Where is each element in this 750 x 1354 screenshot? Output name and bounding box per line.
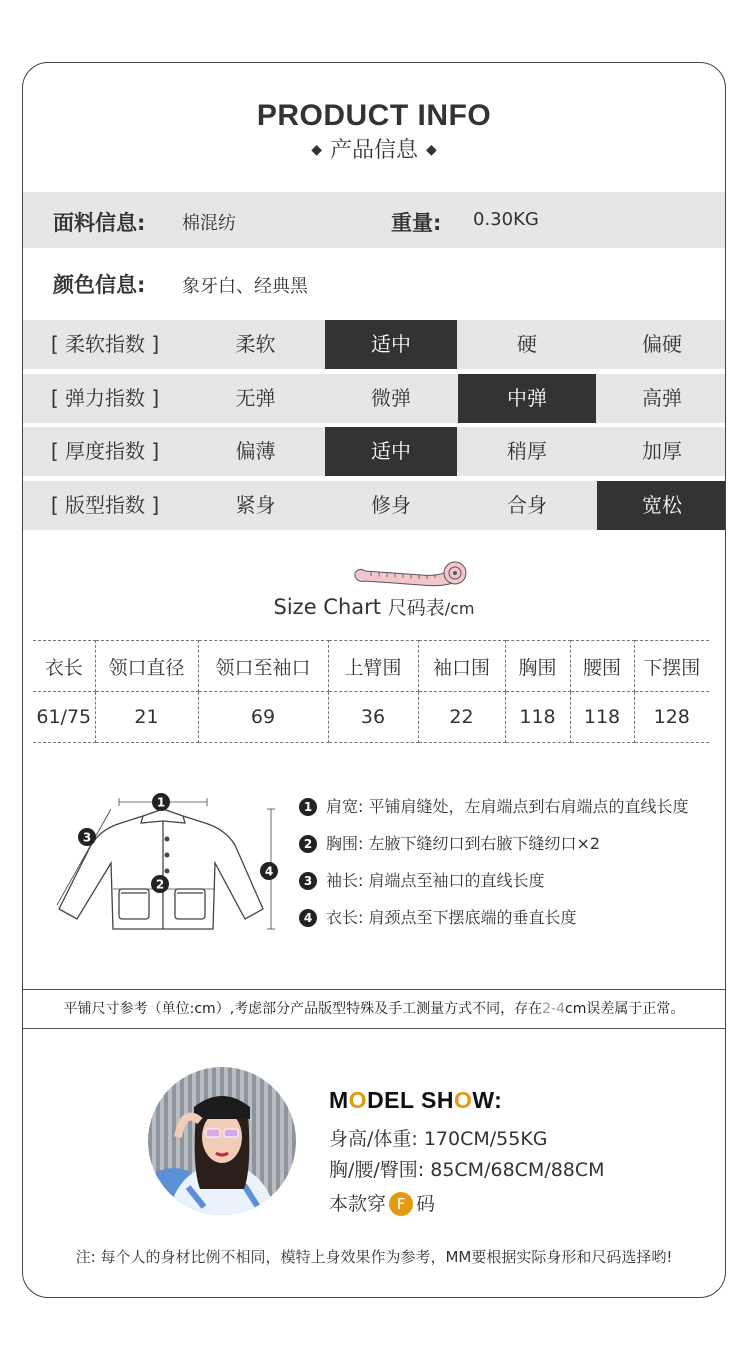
size-header-cell: 领口至袖口 xyxy=(198,641,328,692)
size-value-cell: 118 xyxy=(570,692,634,743)
index-label: [ 柔软指数 ] xyxy=(50,332,160,356)
size-header-cell: 腰围 xyxy=(570,641,634,692)
size-header-cell: 领口直径 xyxy=(95,641,198,692)
size-header-cell: 胸围 xyxy=(505,641,570,692)
color-value: 象牙白、经典黑 xyxy=(182,276,308,297)
weight-value: 0.30KG xyxy=(473,209,539,230)
legend-text: 袖长: 肩端点至袖口的直线长度 xyxy=(326,871,545,890)
product-info-card xyxy=(22,62,726,1298)
index-option: 稍厚 xyxy=(507,439,547,463)
index-option-selected: 适中 xyxy=(325,427,457,476)
legend-text: 胸围: 左腋下缝纫口到右腋下缝纫口×2 xyxy=(326,834,601,853)
model-show-title xyxy=(329,1087,502,1114)
index-option-selected: 适中 xyxy=(325,320,457,369)
weight-label: 重量: xyxy=(391,211,442,235)
index-label: [ 弹力指数 ] xyxy=(50,386,160,410)
index-option: 加厚 xyxy=(642,439,682,463)
size-table xyxy=(33,640,709,743)
index-option-selected: 宽松 xyxy=(597,481,726,530)
number-badge-icon: 4 xyxy=(299,909,317,927)
garment-diagram xyxy=(51,789,291,939)
model-title-part-accent: O xyxy=(348,1087,368,1113)
legend-item xyxy=(299,867,688,904)
legend-item xyxy=(299,904,688,941)
legend-text: 肩宽: 平铺肩缝处，左肩端点到右肩端点的直线长度 xyxy=(326,797,689,816)
index-option: 修身 xyxy=(371,493,411,517)
size-value-cell: 21 xyxy=(95,692,198,743)
size-header-cell: 衣长 xyxy=(33,641,95,692)
number-badge-icon: 3 xyxy=(299,872,317,890)
note-text-highlight: 2-4 xyxy=(542,1001,566,1017)
model-avatar xyxy=(148,1067,296,1215)
fabric-label: 面料信息: xyxy=(53,211,146,235)
size-table-header-row xyxy=(33,641,709,692)
size-badge: F xyxy=(389,1192,413,1216)
size-value-cell: 69 xyxy=(198,692,328,743)
size-header-cell: 上臂围 xyxy=(328,641,418,692)
size-value-cell: 22 xyxy=(418,692,505,743)
model-title-part: W: xyxy=(472,1087,503,1113)
fabric-value: 棉混纺 xyxy=(182,213,236,234)
measurement-note xyxy=(23,989,725,1029)
fabric-row xyxy=(23,192,725,248)
size-chart-title xyxy=(23,593,725,620)
size-header-cell: 下摆围 xyxy=(634,641,709,692)
note-text-before: 平铺尺寸参考（单位:cm）,考虑部分产品版型特殊及手工测量方式不同，存在 xyxy=(63,1001,543,1017)
number-badge-icon: 1 xyxy=(299,798,317,816)
diamond-left-icon: ◆ xyxy=(311,142,322,158)
size-table-value-row xyxy=(33,692,709,743)
size-value-cell: 36 xyxy=(328,692,418,743)
legend-text: 衣长: 肩颈点至下摆底端的垂直长度 xyxy=(326,908,577,927)
svg-text:4: 4 xyxy=(264,864,274,879)
title-chinese xyxy=(23,133,725,164)
model-height-weight: 身高/体重: 170CM/55KG xyxy=(329,1128,548,1150)
index-option: 柔软 xyxy=(235,332,276,356)
size-value-cell: 61/75 xyxy=(33,692,95,743)
measurement-legend xyxy=(299,793,688,941)
model-size-after: 码 xyxy=(416,1193,436,1215)
model-title-part: M xyxy=(329,1087,349,1113)
size-value-cell: 128 xyxy=(634,692,709,743)
size-chart-title-en: Size Chart xyxy=(273,595,381,619)
index-label: [ 厚度指数 ] xyxy=(50,439,160,463)
model-size-worn xyxy=(329,1189,435,1216)
color-row xyxy=(23,253,725,309)
number-badge-icon: 2 xyxy=(299,835,317,853)
index-option: 高弹 xyxy=(642,386,682,410)
model-title-part: DEL SH xyxy=(367,1087,454,1113)
index-option: 微弹 xyxy=(371,386,411,410)
title-chinese-text: 产品信息 xyxy=(329,138,418,163)
measuring-tape-icon xyxy=(351,559,471,591)
color-label: 颜色信息: xyxy=(53,273,146,297)
svg-text:3: 3 xyxy=(82,830,92,845)
footer-note: 注: 每个人的身材比例不相同，模特上身效果作为参考，MM要根据实际身形和尺码选择哟! xyxy=(75,1248,673,1266)
index-option: 合身 xyxy=(507,493,547,517)
index-label: [ 版型指数 ] xyxy=(50,493,160,517)
size-header-cell: 袖口围 xyxy=(418,641,505,692)
index-option: 偏硬 xyxy=(642,332,682,356)
index-row xyxy=(23,481,725,530)
model-measurements: 胸/腰/臀围: 85CM/68CM/88CM xyxy=(329,1159,605,1181)
svg-text:2: 2 xyxy=(155,877,165,892)
index-option-selected: 中弹 xyxy=(458,374,596,423)
note-text-after: cm误差属于正常。 xyxy=(565,1001,685,1017)
index-option: 紧身 xyxy=(235,493,276,517)
legend-item xyxy=(299,830,688,867)
index-option: 硬 xyxy=(517,332,537,356)
size-chart-unit: /cm xyxy=(444,599,475,618)
legend-item xyxy=(299,793,688,830)
index-row xyxy=(23,320,725,369)
index-option: 无弹 xyxy=(235,386,276,410)
model-title-part-accent: O xyxy=(454,1087,473,1113)
index-row xyxy=(23,427,725,476)
index-row xyxy=(23,374,725,423)
title-english: PRODUCT INFO xyxy=(256,99,492,132)
svg-text:1: 1 xyxy=(156,795,166,810)
size-value-cell: 118 xyxy=(505,692,570,743)
model-size-before: 本款穿 xyxy=(329,1193,387,1215)
diamond-right-icon: ◆ xyxy=(426,142,437,158)
size-chart-title-cn: 尺码表 xyxy=(387,597,445,619)
index-option: 偏薄 xyxy=(235,439,276,463)
